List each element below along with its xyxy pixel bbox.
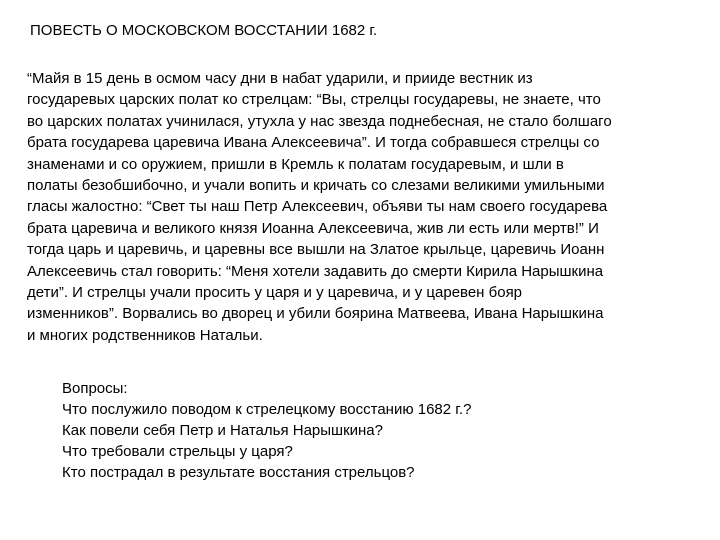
historical-passage xyxy=(27,68,707,346)
passage-line: гласы жалостно: “Свет ты наш Петр Алексеевич, объяви ты нам своего государева xyxy=(27,198,608,216)
passage-line: изменников”. Ворвались во дворец и убили боярина Матвеева, Ивана Нарышкина xyxy=(27,305,604,323)
passage-line: дети”. И стрелцы учали просить у царя и у царевича, и у царевен бояр xyxy=(27,284,523,302)
passage-line: полаты безобшибочно, и учали вопить и кричать со слезами великими умильными xyxy=(27,177,605,195)
passage-line: “Майя в 15 день в осмом часу дни в набат ударили, и прииде вестник из xyxy=(27,70,533,87)
question-item: Как повели себя Петр и Наталья Нарышкина? xyxy=(62,422,383,439)
passage-line: брата царевича и великого князя Иоанна Алексеевича, жив ли есть или мертв!” И xyxy=(27,219,599,237)
passage-line: Алексеевичь стал говорить: “Меня хотели задавить до смерти Кирила Нарышкина xyxy=(27,262,604,280)
passage-line: брата государева царевича Ивана Алексеевича”. И тогда собравшеся стрелцы со xyxy=(27,134,600,152)
question-item: Кто пострадал в результате восстания стрельцов? xyxy=(62,464,415,481)
passage-line: и многих родственников Натальи. xyxy=(27,326,263,344)
document-title: ПОВЕСТЬ О МОСКОВСКОМ ВОССТАНИИ 1682 г. xyxy=(30,22,378,39)
passage-line: государевых царских полат ко стрелцам: “Вы, стрелцы государевы, не знаете, что xyxy=(27,91,601,109)
question-item: Что требовали стрельцы у царя? xyxy=(62,443,293,460)
questions-heading: Вопросы: xyxy=(62,380,128,397)
question-item: Что послужило поводом к стрелецкому восстанию 1682 г.? xyxy=(62,401,472,418)
passage-line: знаменами и со оружием, пришли в Кремль к полатам государевым, и шли в xyxy=(27,155,564,173)
passage-line: во царских полатах учинилася, утухла у нас звезда поднебесная, не стало болшаго xyxy=(27,112,612,130)
passage-line: тогда царь и царевичь, и царевны все вышли на Златое крыльце, царевичь Иоанн xyxy=(27,241,605,259)
questions-section xyxy=(62,378,682,483)
